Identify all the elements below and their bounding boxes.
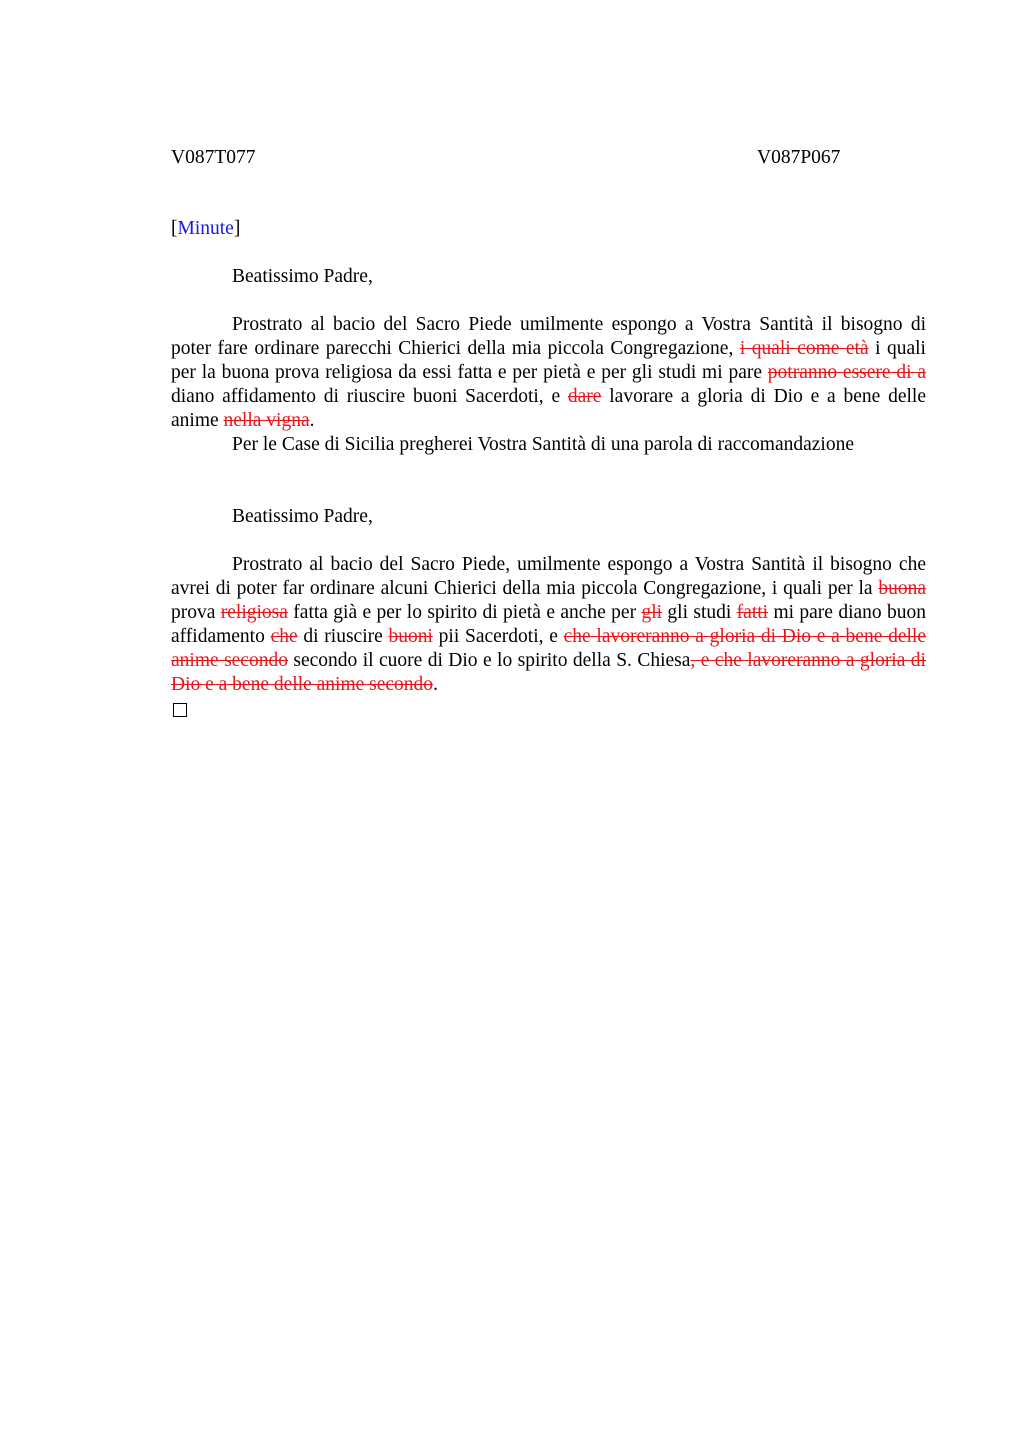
draft1-text-c: diano affidamento di riuscire buoni Sacerdoti, e [171,386,568,407]
minute-open-bracket: [ [171,218,178,239]
draft2-text-b: prova [171,602,221,623]
draft2-deletion-5: che [270,626,298,647]
draft2-deletion-8: , e che lavoreranno a gloria di Dio e a bene delle anime secondo [171,650,926,695]
document-code-left: V087T077 [171,147,256,168]
draft2-text-g: pii Sacerdoti, e [432,626,564,647]
draft2-deletion-7: che lavoreranno a gloria di Dio e a bene delle anime secondo [171,626,926,671]
draft1-text-b: i quali per la buona prova religiosa da essi fatta e per pietà e per gli studi mi pare [171,338,926,383]
draft1-paragraph-1 [171,313,926,433]
draft2-text-a: Prostrato al bacio del Sacro Piede, umilmente espongo a Vostra Santità il bisogno che avrei di poter far ordinare alcuni Chierici della mia piccola Congregazione, i quali per la [171,554,926,599]
draft2-text-i: . [433,674,438,695]
draft2-text-e: mi pare diano buon affidamento [171,602,927,647]
draft2-deletion-6: buoni [388,626,433,647]
draft1-text-e: . [309,410,315,431]
draft2-salutation: Beatissimo Padre, [232,506,373,527]
draft2-text-h: secondo il cuore di Dio e lo spirito della S. Chiesa [287,650,691,671]
draft1-salutation: Beatissimo Padre, [232,266,373,287]
empty-square-icon [173,703,187,717]
draft2-deletion-2: religiosa [220,602,288,623]
minute-close-bracket: ] [233,218,241,239]
draft1-deletion-2: potranno essere di a [767,362,926,383]
minute-label [171,217,926,241]
draft1-text-a: Prostrato al bacio del Sacro Piede umilmente espongo a Vostra Santità il bisogno di poter fare ordinare parecchi Chierici della mia piccola Congregazione, [171,314,926,359]
draft2-deletion-1: buona [878,578,926,599]
draft2-text-d: gli studi [662,602,737,623]
draft2-text-f: di riuscire [297,626,389,647]
draft2-paragraph [171,553,926,697]
draft1-deletion-4: nella vigna [223,410,310,431]
draft1-deletion-1: i quali come età [739,338,869,359]
draft1-deletion-3: dare [567,386,602,407]
document-code-right: V087P067 [757,147,841,168]
draft2-deletion-3: gli [641,602,663,623]
draft1-text-d: lavorare a gloria di Dio e a bene delle anime [171,386,926,431]
draft2-text-c: fatta già e per lo spirito di pietà e anche per [287,602,642,623]
minute-word: Minute [177,218,234,239]
draft1-paragraph-2: Per le Case di Sicilia pregherei Vostra Santità di una parola di raccomandazione [232,434,854,455]
document-header [171,146,926,170]
draft2-deletion-4: fatti [736,602,769,623]
document-page [171,146,926,717]
